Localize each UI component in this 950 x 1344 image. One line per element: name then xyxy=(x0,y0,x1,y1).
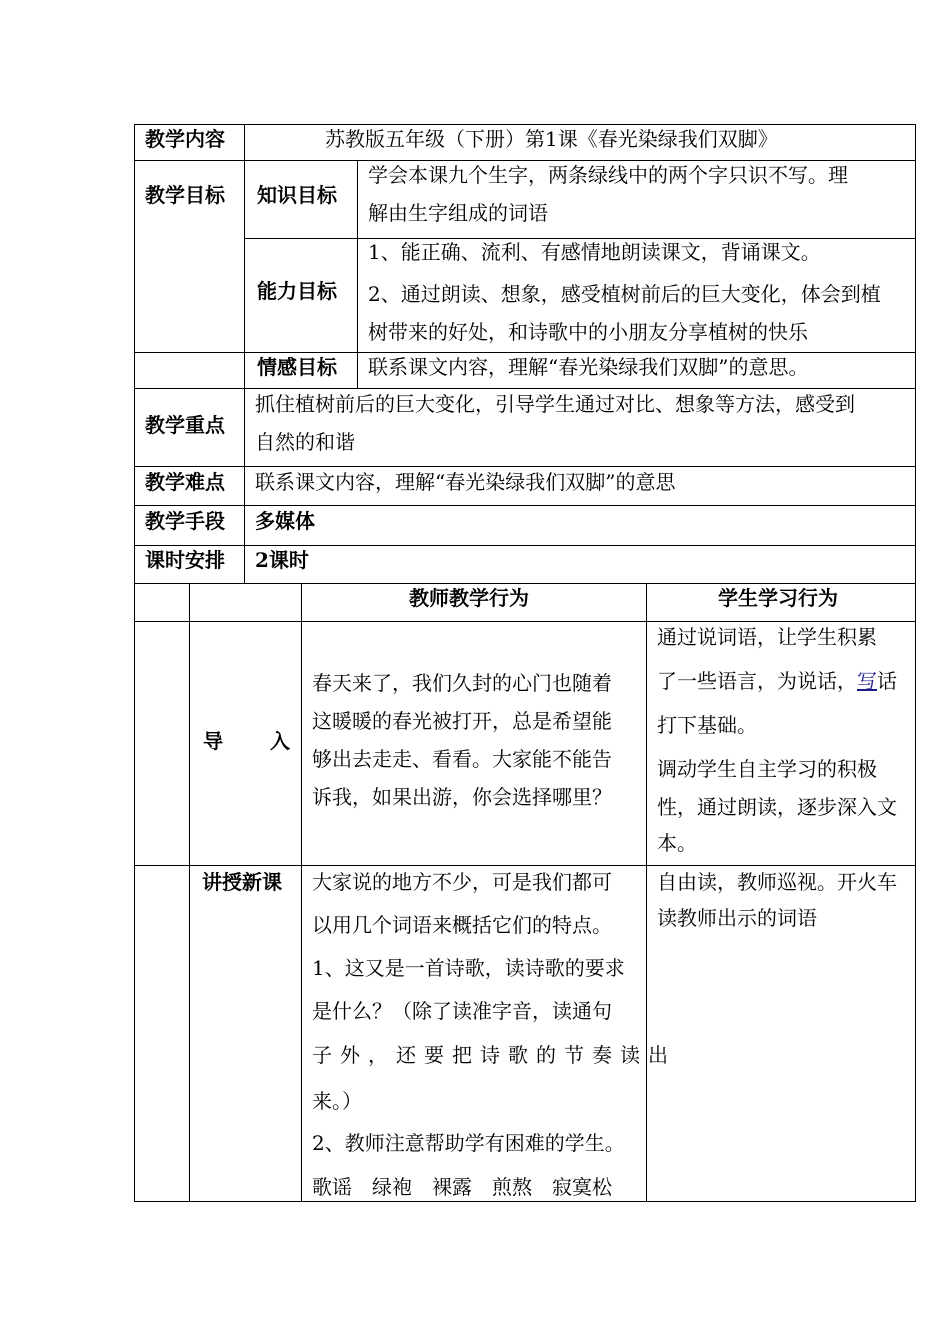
student-column-header: 学生学习行为 xyxy=(718,586,838,610)
new-lesson-teacher-line: 子外，还要把诗歌的节奏读出 xyxy=(312,1043,676,1067)
new-lesson-teacher-line: 来。） xyxy=(312,1089,362,1113)
row-divider xyxy=(134,466,916,467)
col-divider xyxy=(646,583,647,1202)
row-divider xyxy=(134,865,916,866)
col-divider xyxy=(244,124,245,583)
intro-student-line: 调动学生自主学习的积极 xyxy=(657,757,877,781)
new-lesson-teacher-line: 2、教师注意帮助学有困难的学生。 xyxy=(312,1131,625,1155)
table-border-bottom xyxy=(134,1201,916,1202)
new-lesson-teacher-line: 大家说的地方不少，可是我们都可 xyxy=(312,870,612,894)
table-border-top xyxy=(134,124,916,125)
goals-label: 教学目标 xyxy=(145,183,225,207)
new-lesson-label: 讲授新课 xyxy=(202,870,282,894)
row-divider xyxy=(244,238,916,239)
intro-student-line xyxy=(657,671,897,691)
new-lesson-student-line: 自由读，教师巡视。开火车 xyxy=(657,870,897,894)
col-divider xyxy=(189,583,190,1202)
new-lesson-teacher-line: 是什么？（除了读准字音，读通句 xyxy=(312,999,612,1023)
intro-teacher-line: 够出去走走、看看。大家能不能告 xyxy=(312,747,612,771)
emotion-goal-label: 情感目标 xyxy=(257,355,337,379)
content-label: 教学内容 xyxy=(145,127,225,151)
row-divider xyxy=(134,505,916,506)
intro-label-char: 入 xyxy=(270,729,290,753)
intro-label-char: 导 xyxy=(203,729,223,753)
row-divider xyxy=(134,545,916,546)
col-divider xyxy=(301,583,302,1202)
key-point-line: 自然的和谐 xyxy=(255,430,355,454)
col-divider xyxy=(357,160,358,388)
intro-student-line: 本。 xyxy=(657,831,697,855)
ability-goal-line: 树带来的好处，和诗歌中的小朋友分享植树的快乐 xyxy=(368,320,808,344)
means-label: 教学手段 xyxy=(145,509,225,533)
intro-teacher-line: 这暖暖的春光被打开，总是希望能 xyxy=(312,709,612,733)
content-value: 苏教版五年级（下册）第1课《春光染绿我们双脚》 xyxy=(325,127,778,151)
means-value: 多媒体 xyxy=(255,509,315,533)
intro-teacher-line: 诉我，如果出游，你会选择哪里？ xyxy=(312,785,612,809)
intro-student-text: 了一些语言，为说话， xyxy=(657,669,857,693)
schedule-label: 课时安排 xyxy=(145,548,225,572)
emotion-goal-value: 联系课文内容，理解“春光染绿我们双脚”的意思。 xyxy=(368,355,809,379)
row-divider xyxy=(134,160,916,161)
ability-goal-line: 2、通过朗读、想象，感受植树前后的巨大变化，体会到植 xyxy=(368,282,881,306)
new-lesson-student-line: 读教师出示的词语 xyxy=(657,906,817,930)
intro-student-line: 通过说词语，让学生积累 xyxy=(657,625,877,649)
key-point-label: 教学重点 xyxy=(145,413,225,437)
row-divider xyxy=(134,621,916,622)
intro-teacher-line: 春天来了，我们久封的心门也随着 xyxy=(312,671,612,695)
knowledge-goal-line: 解由生字组成的词语 xyxy=(368,201,548,225)
table-border-right xyxy=(915,124,916,1202)
difficulty-label: 教学难点 xyxy=(145,470,225,494)
schedule-value: 2课时 xyxy=(255,548,309,572)
knowledge-goal-label: 知识目标 xyxy=(257,183,337,207)
row-divider xyxy=(134,352,916,353)
difficulty-value: 联系课文内容，理解“春光染绿我们双脚”的意思 xyxy=(255,470,676,494)
row-divider xyxy=(134,583,916,584)
new-lesson-teacher-line: 歌谣 绿袍 裸露 煎熬 寂寞松 xyxy=(312,1175,612,1199)
write-link[interactable]: 写 xyxy=(857,669,877,693)
knowledge-goal-line: 学会本课九个生字，两条绿线中的两个字只识不写。理 xyxy=(368,163,848,187)
table-border-left xyxy=(134,124,135,1202)
intro-student-text: 话 xyxy=(877,669,897,693)
ability-goal-line: 1、能正确、流利、有感情地朗读课文，背诵课文。 xyxy=(368,240,821,264)
teacher-column-header: 教师教学行为 xyxy=(409,586,529,610)
intro-student-line: 性，通过朗读，逐步深入文 xyxy=(657,795,897,819)
row-divider xyxy=(134,388,916,389)
key-point-line: 抓住植树前后的巨大变化，引导学生通过对比、想象等方法，感受到 xyxy=(255,392,855,416)
new-lesson-teacher-line: 以用几个词语来概括它们的特点。 xyxy=(312,913,612,937)
new-lesson-teacher-line: 1、这又是一首诗歌，读诗歌的要求 xyxy=(312,956,625,980)
ability-goal-label: 能力目标 xyxy=(257,279,337,303)
intro-student-line: 打下基础。 xyxy=(657,713,757,737)
